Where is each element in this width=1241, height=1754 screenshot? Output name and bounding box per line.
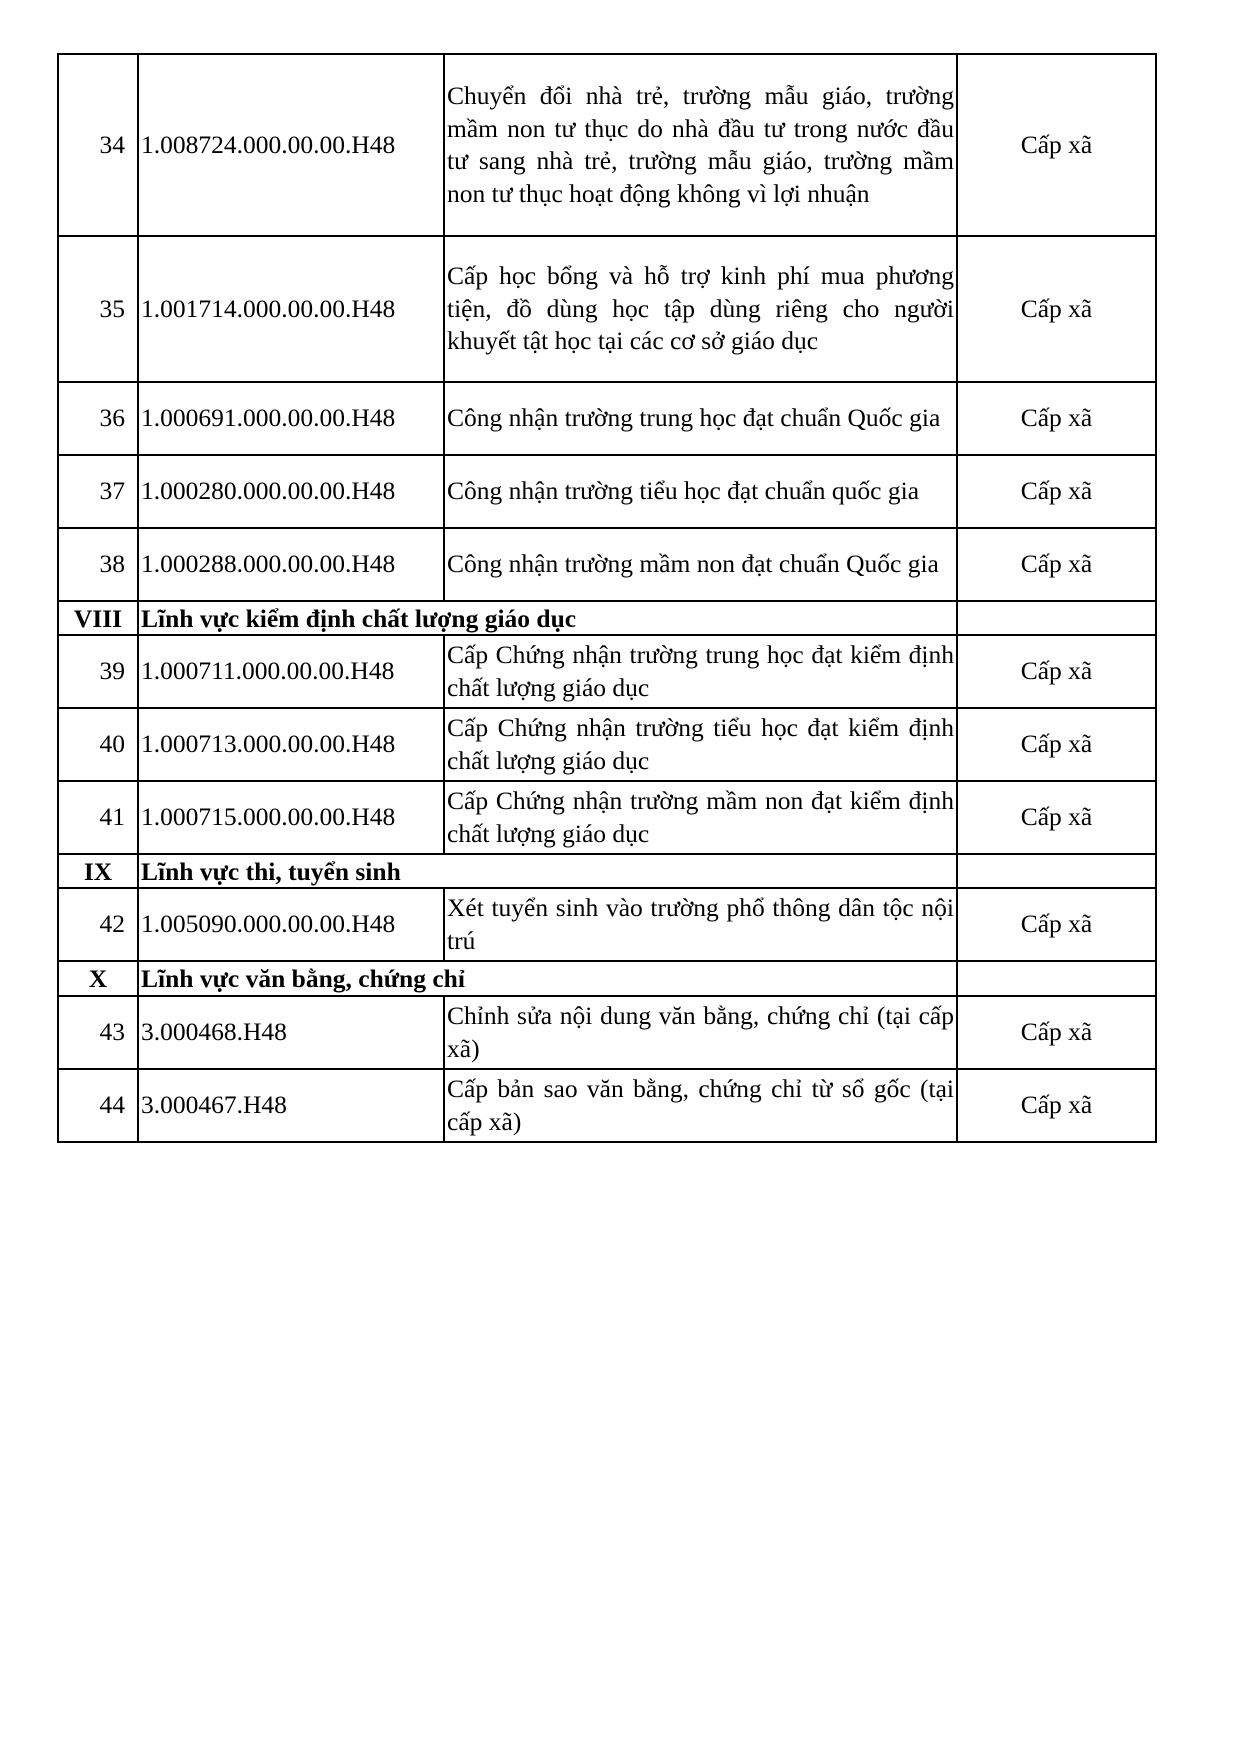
- section-row: [58, 854, 1156, 888]
- procedure-name: Chỉnh sửa nội dung văn bằng, chứng chỉ (tại cấp xã): [444, 996, 957, 1069]
- authority-level: Cấp xã: [957, 236, 1156, 382]
- section-title: Lĩnh vực kiểm định chất lượng giáo dục: [138, 601, 957, 635]
- authority-level: Cấp xã: [957, 455, 1156, 528]
- procedure-code: 3.000467.H48: [138, 1069, 444, 1142]
- procedure-name: Công nhận trường trung học đạt chuẩn Quốc gia: [444, 382, 957, 455]
- procedure-name: Cấp Chứng nhận trường tiểu học đạt kiểm định chất lượng giáo dục: [444, 708, 957, 781]
- row-number: 38: [58, 528, 138, 601]
- section-empty-cell: [957, 601, 1156, 635]
- procedure-code: 1.000691.000.00.00.H48: [138, 382, 444, 455]
- authority-level: Cấp xã: [957, 781, 1156, 854]
- procedure-code: 1.000288.000.00.00.H48: [138, 528, 444, 601]
- procedure-code: 1.000715.000.00.00.H48: [138, 781, 444, 854]
- authority-level: Cấp xã: [957, 888, 1156, 961]
- table-row: [58, 236, 1156, 382]
- table-row: [58, 1069, 1156, 1142]
- authority-level: Cấp xã: [957, 635, 1156, 708]
- table-row: [58, 455, 1156, 528]
- section-row: [58, 601, 1156, 635]
- procedure-code: 1.005090.000.00.00.H48: [138, 888, 444, 961]
- procedure-name: Cấp bản sao văn bằng, chứng chỉ từ sổ gốc (tại cấp xã): [444, 1069, 957, 1142]
- table-row: [58, 781, 1156, 854]
- authority-level: Cấp xã: [957, 996, 1156, 1069]
- row-number: 41: [58, 781, 138, 854]
- procedure-name: Cấp học bổng và hỗ trợ kinh phí mua phương tiện, đồ dùng học tập dùng riêng cho người khuyết tật học tại các cơ sở giáo dục: [444, 236, 957, 382]
- row-number: 43: [58, 996, 138, 1069]
- authority-level: Cấp xã: [957, 54, 1156, 236]
- row-number: 36: [58, 382, 138, 455]
- table-row: [58, 996, 1156, 1069]
- procedure-code: 3.000468.H48: [138, 996, 444, 1069]
- authority-level: Cấp xã: [957, 1069, 1156, 1142]
- procedure-name: Xét tuyển sinh vào trường phổ thông dân tộc nội trú: [444, 888, 957, 961]
- section-number: VIII: [58, 601, 138, 635]
- table-row: [58, 54, 1156, 236]
- authority-level: Cấp xã: [957, 528, 1156, 601]
- section-title: Lĩnh vực văn bằng, chứng chỉ: [138, 961, 957, 996]
- procedure-name: Công nhận trường mầm non đạt chuẩn Quốc gia: [444, 528, 957, 601]
- procedures-table: [57, 53, 1157, 1143]
- row-number: 39: [58, 635, 138, 708]
- procedure-code: 1.000280.000.00.00.H48: [138, 455, 444, 528]
- section-empty-cell: [957, 961, 1156, 996]
- row-number: 37: [58, 455, 138, 528]
- procedure-name: Cấp Chứng nhận trường mầm non đạt kiểm định chất lượng giáo dục: [444, 781, 957, 854]
- section-row: [58, 961, 1156, 996]
- row-number: 35: [58, 236, 138, 382]
- authority-level: Cấp xã: [957, 382, 1156, 455]
- row-number: 34: [58, 54, 138, 236]
- procedure-code: 1.000713.000.00.00.H48: [138, 708, 444, 781]
- row-number: 44: [58, 1069, 138, 1142]
- section-number: X: [58, 961, 138, 996]
- procedure-name: Công nhận trường tiểu học đạt chuẩn quốc gia: [444, 455, 957, 528]
- row-number: 42: [58, 888, 138, 961]
- section-empty-cell: [957, 854, 1156, 888]
- procedure-name: Cấp Chứng nhận trường trung học đạt kiểm định chất lượng giáo dục: [444, 635, 957, 708]
- table-row: [58, 382, 1156, 455]
- table-row: [58, 708, 1156, 781]
- table-row: [58, 635, 1156, 708]
- authority-level: Cấp xã: [957, 708, 1156, 781]
- section-number: IX: [58, 854, 138, 888]
- procedure-code: 1.001714.000.00.00.H48: [138, 236, 444, 382]
- section-title: Lĩnh vực thi, tuyển sinh: [138, 854, 957, 888]
- procedure-code: 1.008724.000.00.00.H48: [138, 54, 444, 236]
- row-number: 40: [58, 708, 138, 781]
- table-row: [58, 528, 1156, 601]
- table-row: [58, 888, 1156, 961]
- procedure-name: Chuyển đổi nhà trẻ, trường mẫu giáo, trường mầm non tư thục do nhà đầu tư trong nước đầu tư sang nhà trẻ, trường mẫu giáo, trường mầm non tư thục hoạt động không vì lợi nhuận: [444, 54, 957, 236]
- procedures-table-body: [58, 54, 1156, 1142]
- procedure-code: 1.000711.000.00.00.H48: [138, 635, 444, 708]
